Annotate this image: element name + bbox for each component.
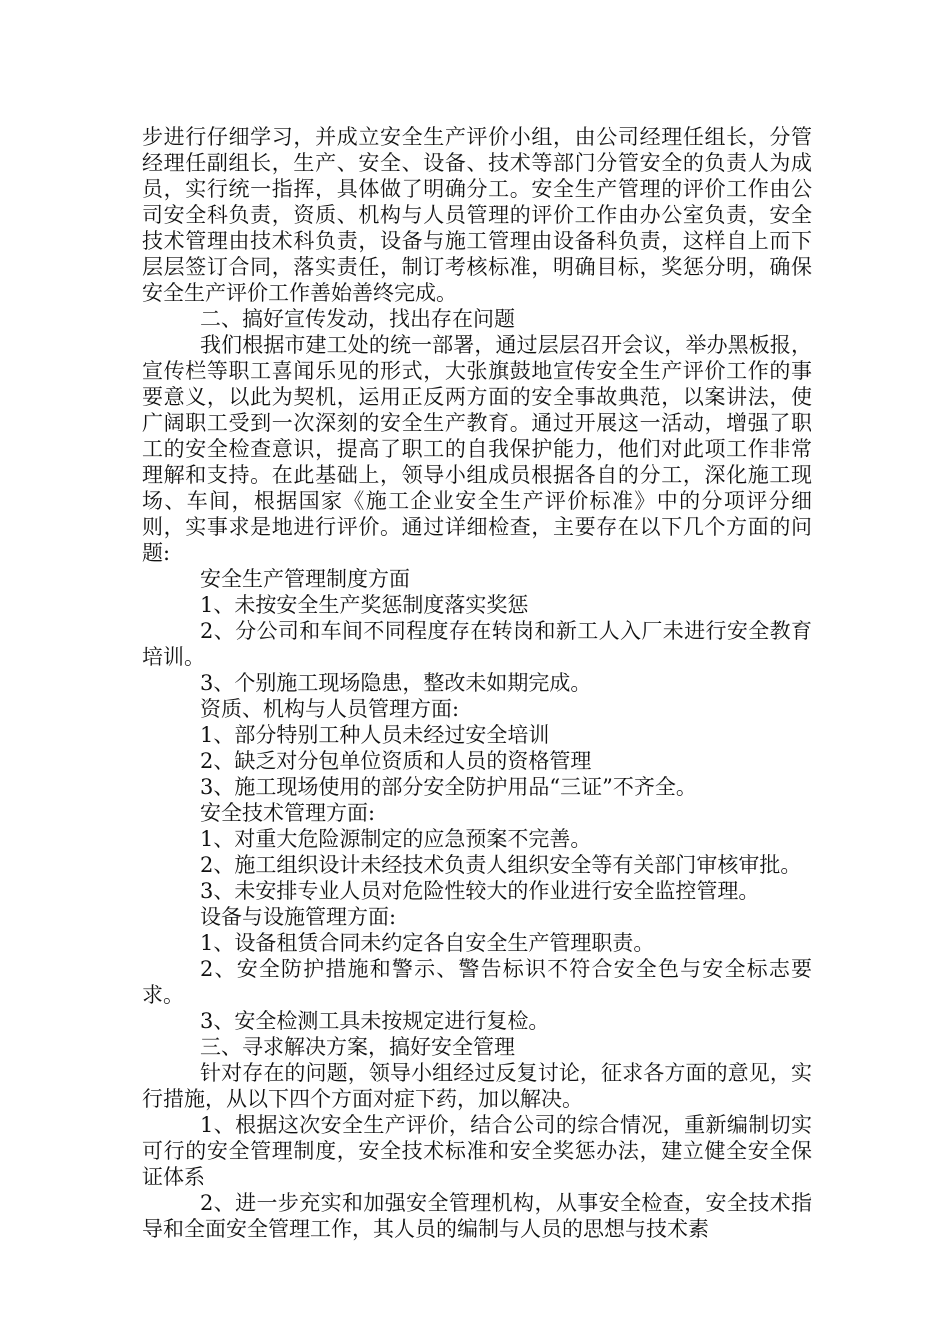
subheading-safety-management-system: 安全生产管理制度方面 — [200, 567, 410, 591]
subheading-equipment-management: 设备与设施管理方面: — [200, 905, 397, 929]
list-item: 3、安全检测工具未按规定进行复检。 — [200, 1009, 550, 1033]
section-heading-3: 三、寻求解决方案，搞好安全管理 — [200, 1035, 515, 1059]
section-heading-2: 二、搞好宣传发动，找出存在问题 — [200, 307, 515, 331]
list-item: 1、对重大危险源制定的应急预案不完善。 — [200, 827, 592, 851]
list-item: 3、施工现场使用的部分安全防护用品“三证”不齐全。 — [200, 775, 697, 799]
list-item: 3、未安排专业人员对危险性较大的作业进行安全监控管理。 — [200, 879, 760, 903]
list-item: 2、施工组织设计未经技术负责人组织安全等有关部门审核审批。 — [200, 853, 802, 877]
list-item: 2、分公司和车间不同程度存在转岗和新工人入厂未进行安全教育培训。 — [142, 619, 812, 669]
subheading-safety-technology-management: 安全技术管理方面: — [200, 801, 376, 825]
list-item: 1、未按安全生产奖惩制度落实奖惩 — [200, 593, 529, 617]
list-item: 2、安全防护措施和警示、警告标识不符合安全色与安全标志要求。 — [142, 957, 812, 1007]
document-body — [142, 124, 812, 1242]
subheading-qualification-management: 资质、机构与人员管理方面: — [200, 697, 460, 721]
list-item: 1、部分特别工种人员未经过安全培训 — [200, 723, 550, 747]
list-item: 1、设备租赁合同未约定各自安全生产管理职责。 — [200, 931, 655, 955]
list-item: 2、缺乏对分包单位资质和人员的资格管理 — [200, 749, 592, 773]
paragraph-solutions-intro: 针对存在的问题，领导小组经过反复讨论，征求各方面的意见，实行措施，从以下四个方面对症下药，加以解决。 — [142, 1061, 812, 1111]
list-item: 3、个别施工现场隐患，整改未如期完成。 — [200, 671, 592, 695]
paragraph-publicity: 我们根据市建工处的统一部署，通过层层召开会议，举办黑板报，宣传栏等职工喜闻乐见的形式，大张旗鼓地宣传安全生产评价工作的事要意义，以此为契机，运用正反两方面的安全事故典范，以案讲法，使广阔职工受到一次深刻的安全生产教育。通过开展这一活动，增强了职工的安全检查意识，提高了职工的自我保护能力，他们对此项工作非常理解和支持。在此基础上，领导小组成员根据各自的分工，深化施工现场、车间，根据国家《施工企业安全生产评价标准》中的分项评分细则，实事求是地进行评价。通过详细检查，主要存在以下几个方面的问题: — [142, 333, 812, 565]
paragraph-continuation: 步进行仔细学习，并成立安全生产评价小组，由公司经理任组长，分管经理任副组长，生产、安全、设备、技术等部门分管安全的负责人为成员，实行统一指挥，具体做了明确分工。安全生产管理的评价工作由公司安全科负责，资质、机构与人员管理的评价工作由办公室负责，安全技术管理由技术科负责，设备与施工管理由设备科负责，这样自上而下层层签订合同，落实责任，制订考核标准，明确目标，奖惩分明，确保安全生产评价工作善始善终完成。 — [142, 125, 812, 305]
list-item: 1、根据这次安全生产评价，结合公司的综合情况，重新编制切实可行的安全管理制度，安全技术标准和安全奖惩办法，建立健全安全保证体系 — [142, 1113, 812, 1189]
list-item: 2、进一步充实和加强安全管理机构，从事安全检查，安全技术指导和全面安全管理工作，其人员的编制与人员的思想与技术素 — [142, 1191, 812, 1241]
